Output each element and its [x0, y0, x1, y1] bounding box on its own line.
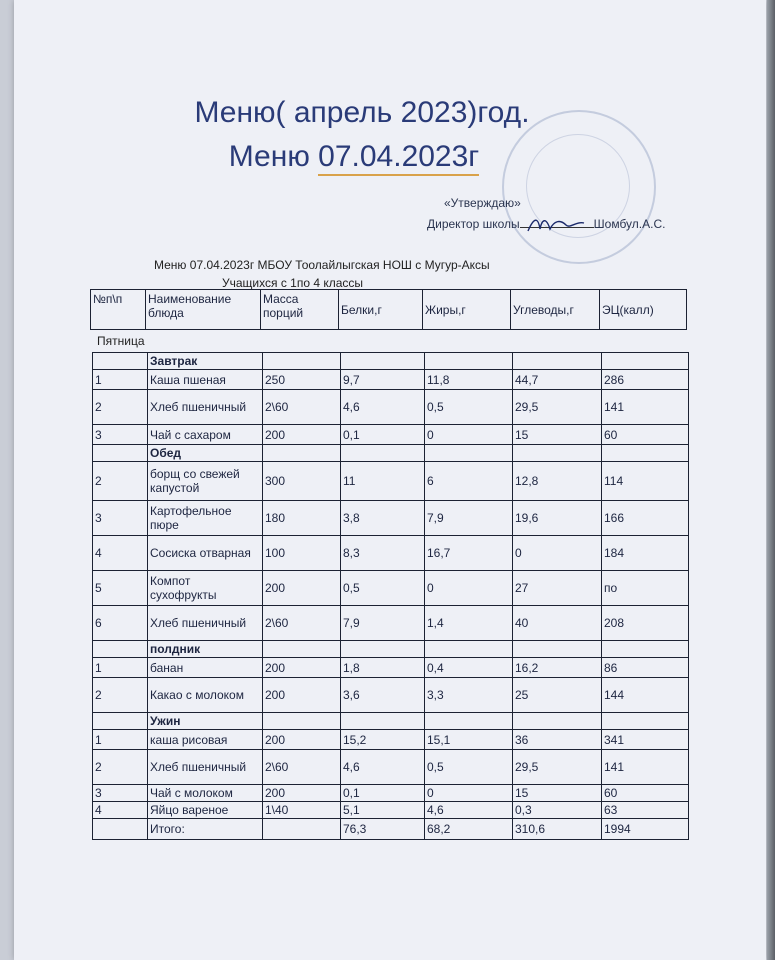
table-cell: 250	[263, 370, 341, 390]
menu-students: Учащихся с 1по 4 классы	[222, 276, 364, 290]
table-cell	[513, 713, 602, 730]
table-cell: 1,4	[425, 606, 513, 641]
table-cell	[341, 713, 425, 730]
table-cell	[341, 641, 425, 658]
table-cell: 2	[93, 390, 148, 425]
table-cell: 60	[602, 785, 689, 802]
table-cell: 100	[263, 536, 341, 571]
table-cell: 2	[93, 678, 148, 713]
table-cell: 15	[513, 785, 602, 802]
table-cell: 114	[602, 462, 689, 501]
table-cell: 1	[93, 658, 148, 678]
menu-subtitle: Меню 07.04.2023г МБОУ Тоолайлыгская НОШ с Мугур-Аксы	[154, 258, 490, 272]
table-cell: 2	[93, 750, 148, 785]
col-fat: Жиры,г	[423, 290, 511, 330]
table-cell: 2\60	[263, 606, 341, 641]
table-cell	[513, 445, 602, 462]
table-cell	[93, 819, 148, 840]
table-cell: 180	[263, 501, 341, 536]
table-cell: 8,3	[341, 536, 425, 571]
table-cell: 9,7	[341, 370, 425, 390]
table-cell: 1,8	[341, 658, 425, 678]
table-cell: 12,8	[513, 462, 602, 501]
table-cell: 0	[425, 571, 513, 606]
table-cell: Хлеб пшеничный	[148, 606, 263, 641]
table-cell: 200	[263, 730, 341, 750]
table-cell: Ужин	[148, 713, 263, 730]
table-cell: 60	[602, 425, 689, 445]
table-cell: 0	[425, 425, 513, 445]
table-cell: 63	[602, 802, 689, 819]
table-cell: 2\60	[263, 750, 341, 785]
table-cell: 144	[602, 678, 689, 713]
table-cell: 29,5	[513, 750, 602, 785]
table-cell: 86	[602, 658, 689, 678]
table-row	[93, 730, 689, 750]
col-dish: Наименование блюда	[146, 290, 261, 330]
table-cell: Завтрак	[148, 353, 263, 370]
table-row	[93, 785, 689, 802]
school-stamp	[502, 110, 656, 264]
table-cell: 19,6	[513, 501, 602, 536]
table-cell	[93, 713, 148, 730]
table-cell: 6	[93, 606, 148, 641]
table-cell: 3	[93, 785, 148, 802]
table-cell	[93, 445, 148, 462]
table-cell: 0,5	[341, 571, 425, 606]
table-cell: Какао с молоком	[148, 678, 263, 713]
director-signature	[520, 227, 594, 228]
table-cell: 1\40	[263, 802, 341, 819]
section-row	[93, 713, 689, 730]
title-prefix: Меню	[228, 140, 319, 173]
table-cell: 5	[93, 571, 148, 606]
table-cell	[93, 353, 148, 370]
table-cell: 310,6	[513, 819, 602, 840]
table-cell: 29,5	[513, 390, 602, 425]
header-row	[91, 290, 687, 330]
table-cell: 16,2	[513, 658, 602, 678]
table-cell: 3,3	[425, 678, 513, 713]
table-cell: 1994	[602, 819, 689, 840]
section-row	[93, 641, 689, 658]
table-cell: 208	[602, 606, 689, 641]
table-cell: 4,6	[425, 802, 513, 819]
table-cell: 200	[263, 425, 341, 445]
table-cell: 200	[263, 678, 341, 713]
table-cell: 15	[513, 425, 602, 445]
col-number: №п\п	[91, 290, 146, 330]
title-date: 07.04.2023г	[318, 140, 479, 176]
table-cell: 0,1	[341, 785, 425, 802]
table-cell: 15,2	[341, 730, 425, 750]
menu-table	[92, 352, 689, 840]
table-cell: 141	[602, 390, 689, 425]
table-cell: 4,6	[341, 750, 425, 785]
table-cell: 7,9	[341, 606, 425, 641]
table-cell	[602, 445, 689, 462]
table-cell: 36	[513, 730, 602, 750]
table-cell	[425, 641, 513, 658]
table-cell: 4,6	[341, 390, 425, 425]
approval-label: «Утверждаю»	[444, 196, 521, 210]
table-cell: 16,7	[425, 536, 513, 571]
table-cell: 4	[93, 802, 148, 819]
table-row	[93, 536, 689, 571]
table-cell: 200	[263, 658, 341, 678]
table-cell: 25	[513, 678, 602, 713]
table-row	[93, 802, 689, 819]
table-row	[93, 425, 689, 445]
table-cell: 7,9	[425, 501, 513, 536]
table-cell: Обед	[148, 445, 263, 462]
table-cell	[341, 353, 425, 370]
table-cell	[425, 445, 513, 462]
table-row	[93, 606, 689, 641]
table-cell: Картофельное пюре	[148, 501, 263, 536]
total-row	[93, 819, 689, 840]
table-row	[93, 462, 689, 501]
table-row	[93, 678, 689, 713]
table-cell: 27	[513, 571, 602, 606]
col-energy: ЭЦ(калл)	[600, 290, 687, 330]
table-cell: 44,7	[513, 370, 602, 390]
table-cell	[425, 713, 513, 730]
table-cell: 3,6	[341, 678, 425, 713]
table-cell	[602, 641, 689, 658]
table-cell: каша рисовая	[148, 730, 263, 750]
table-cell: 341	[602, 730, 689, 750]
table-cell: 6	[425, 462, 513, 501]
table-cell	[602, 353, 689, 370]
weekday-label: Пятница	[97, 334, 145, 348]
table-cell: Чай с сахаром	[148, 425, 263, 445]
table-cell: 1	[93, 730, 148, 750]
table-cell: 286	[602, 370, 689, 390]
col-portion: Масса порций	[261, 290, 339, 330]
table-row	[93, 658, 689, 678]
table-cell	[513, 353, 602, 370]
table-cell: Яйцо вареное	[148, 802, 263, 819]
table-cell	[602, 713, 689, 730]
table-cell: Хлеб пшеничный	[148, 390, 263, 425]
col-carbs: Углеводы,г	[511, 290, 600, 330]
table-cell: Компот сухофрукты	[148, 571, 263, 606]
table-cell: 76,3	[341, 819, 425, 840]
table-cell: 300	[263, 462, 341, 501]
table-row	[93, 501, 689, 536]
table-cell: 4	[93, 536, 148, 571]
table-cell: 200	[263, 785, 341, 802]
director-label: Директор школы	[427, 217, 520, 231]
table-cell: Хлеб пшеничный	[148, 750, 263, 785]
table-cell: 0,1	[341, 425, 425, 445]
table-cell	[263, 445, 341, 462]
table-cell: 0,5	[425, 750, 513, 785]
table-cell	[263, 353, 341, 370]
table-cell: Каша пшеная	[148, 370, 263, 390]
table-row	[93, 571, 689, 606]
table-cell: 68,2	[425, 819, 513, 840]
table-cell	[263, 819, 341, 840]
table-cell: 0,4	[425, 658, 513, 678]
table-cell: 40	[513, 606, 602, 641]
table-cell: 141	[602, 750, 689, 785]
table-cell: 2	[93, 462, 148, 501]
table-cell: 0,3	[513, 802, 602, 819]
page-edge	[767, 0, 775, 960]
table-cell: борщ со свежей капустой	[148, 462, 263, 501]
col-protein: Белки,г	[339, 290, 423, 330]
table-cell: Чай с молоком	[148, 785, 263, 802]
table-cell: Итого:	[148, 819, 263, 840]
section-row	[93, 445, 689, 462]
director-line	[427, 217, 665, 231]
table-cell: 1	[93, 370, 148, 390]
table-cell	[263, 713, 341, 730]
table-cell: 5,1	[341, 802, 425, 819]
table-cell: по	[602, 571, 689, 606]
table-cell: 166	[602, 501, 689, 536]
table-row	[93, 750, 689, 785]
table-cell: 3,8	[341, 501, 425, 536]
table-cell	[93, 641, 148, 658]
menu-header-table	[90, 289, 687, 330]
section-row	[93, 353, 689, 370]
table-cell: Сосиска отварная	[148, 536, 263, 571]
table-cell: 3	[93, 501, 148, 536]
table-cell: 2\60	[263, 390, 341, 425]
table-cell	[513, 641, 602, 658]
table-cell: 11,8	[425, 370, 513, 390]
table-cell: 0	[425, 785, 513, 802]
table-row	[93, 390, 689, 425]
table-cell: 184	[602, 536, 689, 571]
table-cell: 3	[93, 425, 148, 445]
table-cell: банан	[148, 658, 263, 678]
table-cell	[263, 641, 341, 658]
table-cell	[341, 445, 425, 462]
table-cell: 15,1	[425, 730, 513, 750]
director-name: Шомбул.А.С.	[593, 217, 666, 231]
table-cell: полдник	[148, 641, 263, 658]
table-cell: 11	[341, 462, 425, 501]
table-cell	[425, 353, 513, 370]
table-cell: 0	[513, 536, 602, 571]
table-row	[93, 370, 689, 390]
table-cell: 200	[263, 571, 341, 606]
table-cell: 0,5	[425, 390, 513, 425]
document-title: Меню( апрель 2023)год.	[194, 96, 530, 129]
